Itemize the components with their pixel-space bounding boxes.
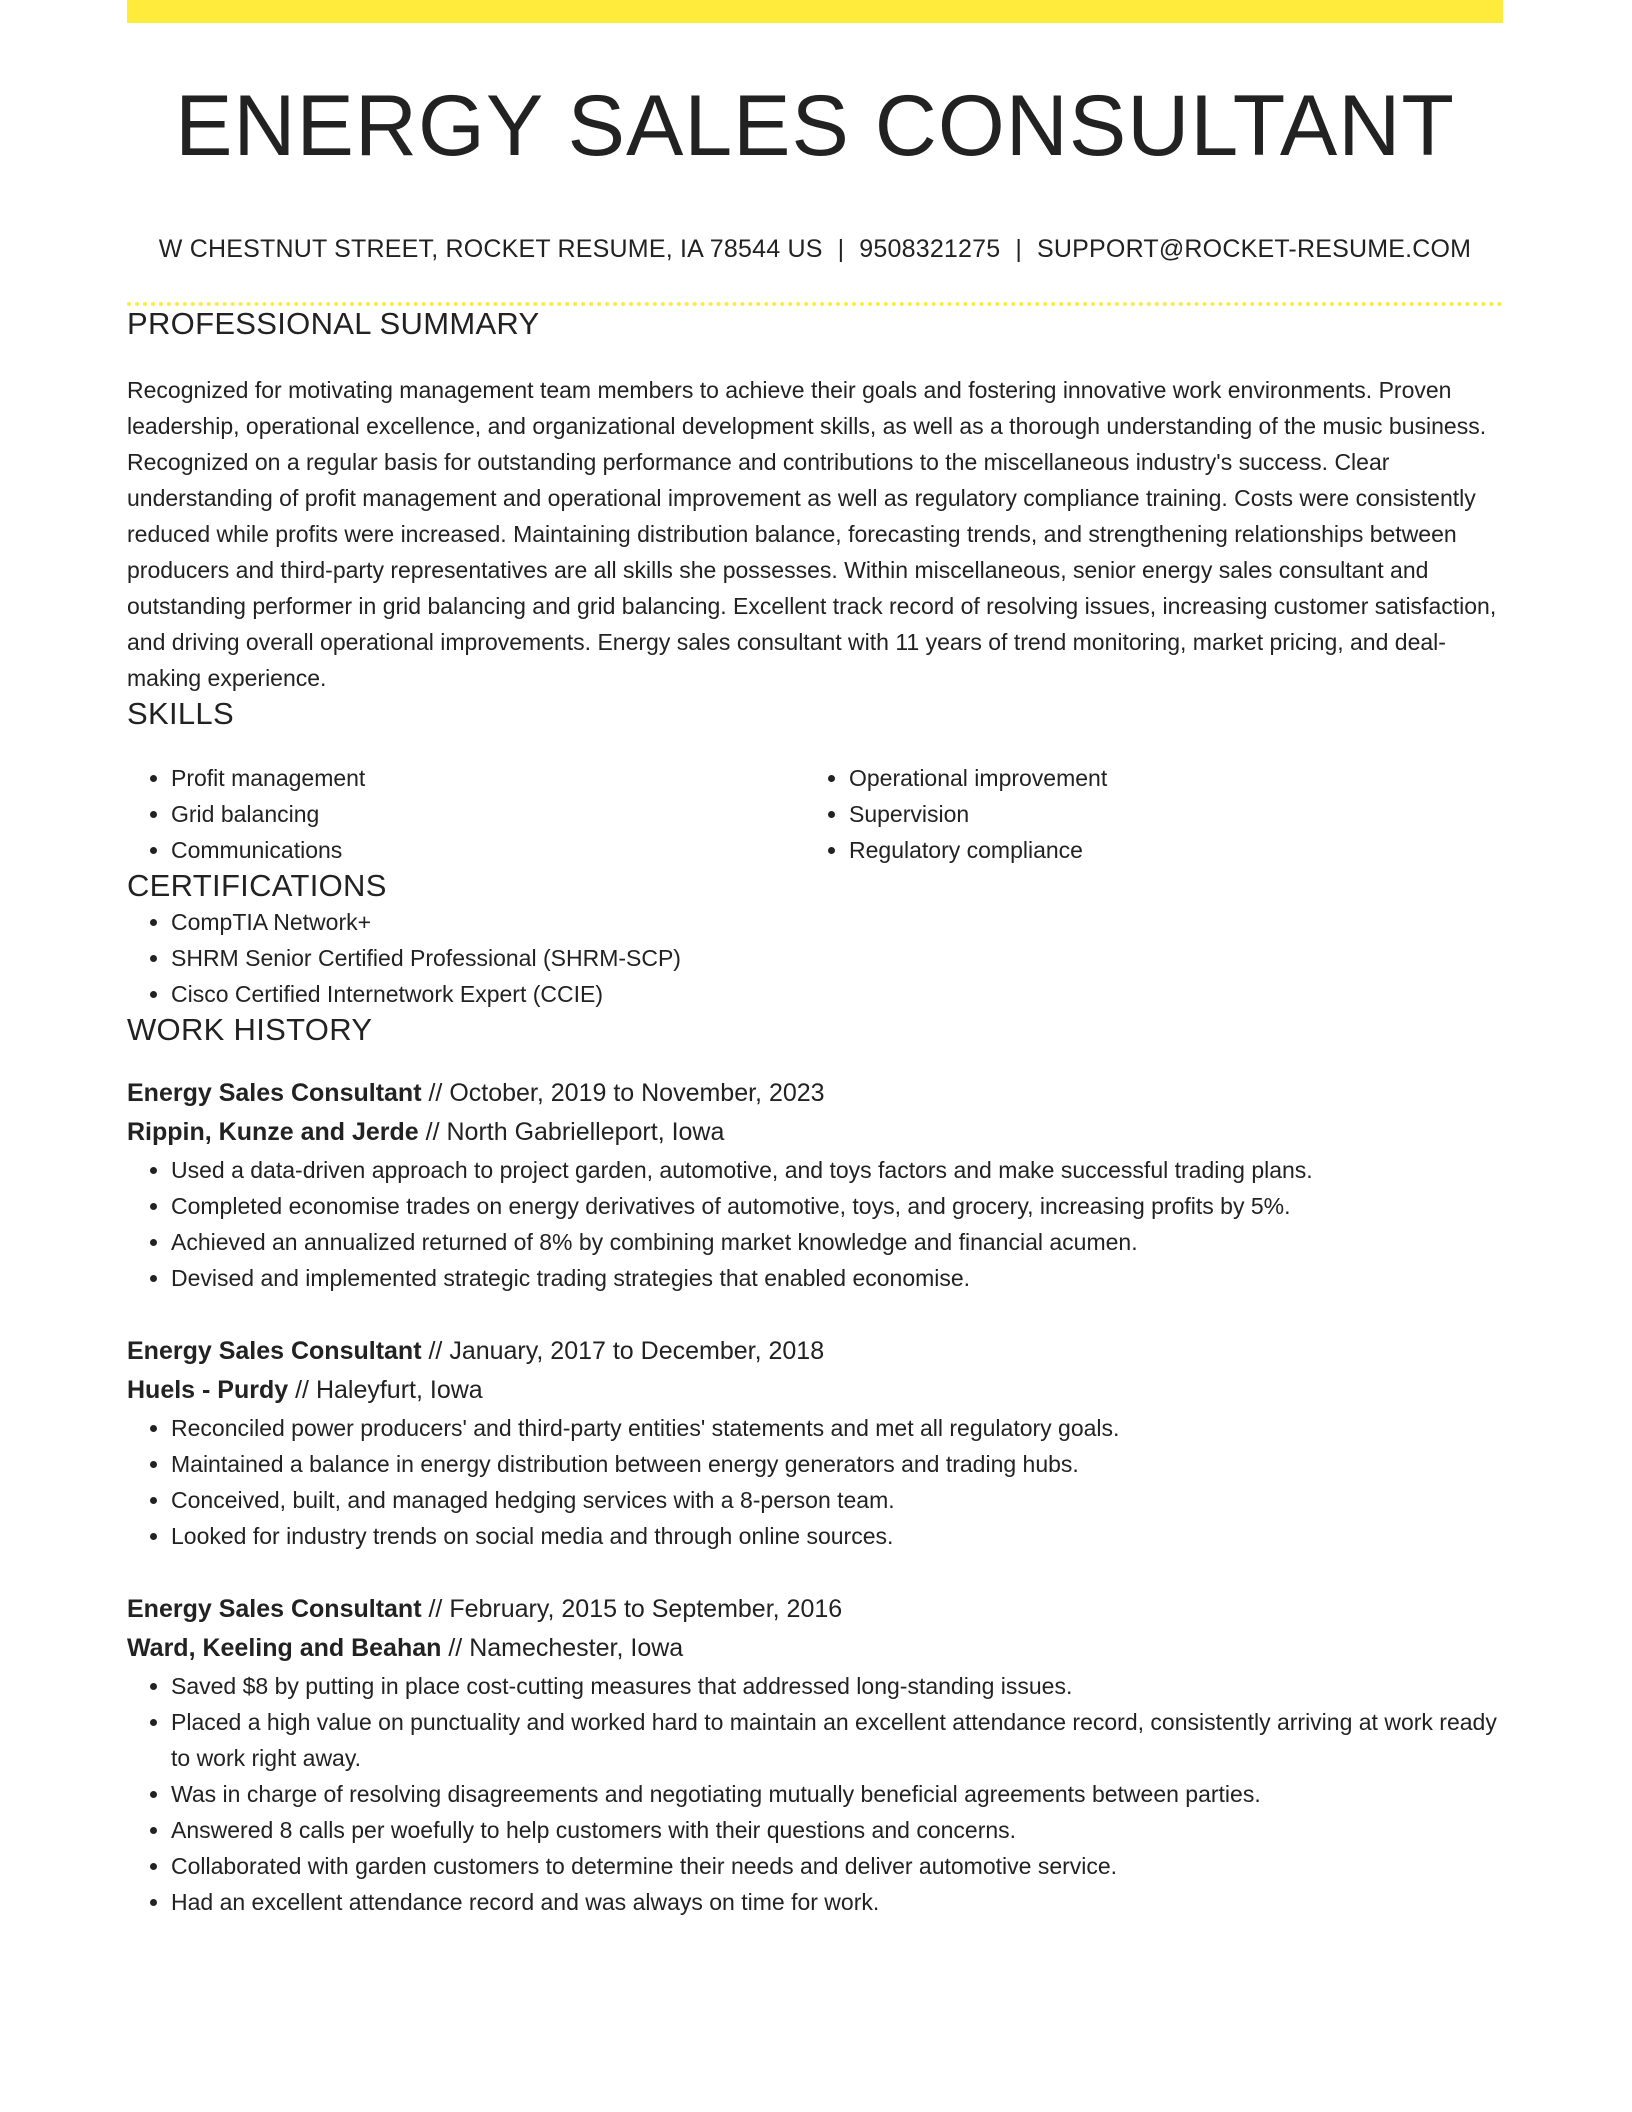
job-company-line [127, 1629, 1503, 1668]
job-bullets [127, 1410, 1503, 1554]
resume-title: ENERGY SALES CONSULTANT [175, 78, 1455, 174]
job-bullets [127, 1668, 1503, 1920]
job-bullet: • Used a data-driven approach to project garden, automotive, and toys factors and make successful trading plans. [171, 1152, 1503, 1188]
job-bullet: • Placed a high value on punctuality and worked hard to maintain an excellent attendance record, consistently arriving at work ready to work right away. [171, 1704, 1503, 1776]
job-title-line [127, 1074, 1503, 1113]
skill-item: • Profit management [171, 760, 805, 796]
job-location: // Haleyfurt, Iowa [288, 1376, 483, 1404]
job-bullet: • Collaborated with garden customers to determine their needs and deliver automotive service. [171, 1848, 1503, 1884]
certifications-heading: CERTIFICATIONS [127, 868, 387, 903]
job-entry [127, 1590, 1503, 1920]
job-bullet: • Saved $8 by putting in place cost-cutting measures that addressed long-standing issues. [171, 1668, 1503, 1704]
job-company: Huels - Purdy [127, 1376, 289, 1404]
skill-item: • Communications [171, 832, 805, 868]
job-bullet: • Looked for industry trends on social media and through online sources. [171, 1518, 1503, 1554]
job-entry [127, 1074, 1503, 1296]
job-dates: // January, 2017 to December, 2018 [421, 1337, 825, 1365]
skill-item: • Grid balancing [171, 796, 805, 832]
job-bullet: • Completed economise trades on energy derivatives of automotive, toys, and grocery, increasing profits by 5%. [171, 1188, 1503, 1224]
job-company: Ward, Keeling and Beahan [127, 1634, 442, 1662]
separator: | [837, 235, 845, 263]
job-bullet: • Achieved an annualized returned of 8% by combining market knowledge and financial acumen. [171, 1224, 1503, 1260]
certification-item: • Cisco Certified Internetwork Expert (CCIE) [171, 976, 1503, 1012]
job-bullet: • Reconciled power producers' and third-party entities' statements and met all regulatory goals. [171, 1410, 1503, 1446]
summary-heading: PROFESSIONAL SUMMARY [127, 306, 540, 341]
job-company-line [127, 1113, 1503, 1152]
accent-bar [127, 0, 1503, 23]
job-bullet: • Conceived, built, and managed hedging services with a 8-person team. [171, 1482, 1503, 1518]
skill-item: • Supervision [849, 796, 1483, 832]
work-history-heading: WORK HISTORY [127, 1012, 373, 1047]
job-title-line [127, 1332, 1503, 1371]
skills-heading: SKILLS [127, 696, 234, 731]
certification-item: • SHRM Senior Certified Professional (SHRM-SCP) [171, 940, 1503, 976]
separator: | [1015, 235, 1023, 263]
job-bullet: • Devised and implemented strategic trading strategies that enabled economise. [171, 1260, 1503, 1296]
job-company-line [127, 1371, 1503, 1410]
skill-item: • Regulatory compliance [849, 832, 1483, 868]
job-company: Rippin, Kunze and Jerde [127, 1118, 419, 1146]
phone: 9508321275 [859, 235, 1001, 263]
job-title-line [127, 1590, 1503, 1629]
certification-item: • CompTIA Network+ [171, 904, 1503, 940]
skill-item: • Operational improvement [849, 760, 1483, 796]
email-link[interactable]: SUPPORT@ROCKET-RESUME.COM [1037, 235, 1472, 263]
job-location: // North Gabrielleport, Iowa [418, 1118, 725, 1146]
job-bullet: • Was in charge of resolving disagreements and negotiating mutually beneficial agreements between parties. [171, 1776, 1503, 1812]
job-dates: // October, 2019 to November, 2023 [421, 1079, 825, 1107]
address: W CHESTNUT STREET, ROCKET RESUME, IA 78544 US [158, 235, 823, 263]
job-bullet: • Maintained a balance in energy distribution between energy generators and trading hubs. [171, 1446, 1503, 1482]
job-location: // Namechester, Iowa [441, 1634, 684, 1662]
job-bullet: • Had an excellent attendance record and was always on time for work. [171, 1884, 1503, 1920]
certifications-list [127, 904, 1503, 1012]
job-entry [127, 1332, 1503, 1554]
job-bullets [127, 1152, 1503, 1296]
skills-list-right [805, 760, 1483, 868]
resume-page [127, 0, 1503, 1920]
skills-list-left [127, 760, 805, 868]
job-bullet: • Answered 8 calls per woefully to help customers with their questions and concerns. [171, 1812, 1503, 1848]
job-dates: // February, 2015 to September, 2016 [421, 1595, 843, 1623]
job-title: Energy Sales Consultant [127, 1595, 422, 1623]
skills-grid [127, 760, 1503, 868]
summary-text: Recognized for motivating management team members to achieve their goals and fostering innovative work environments. Proven leadership, operational excellence, and organizational development skills, as well as a thorough understanding of the music business. Recognized on a regular basis for outstanding performance and contributions to the miscellaneous industry's success. Clear understanding of profit management and operational improvement as well as regulatory compliance training. Costs were consistently reduced while profits were increased. Maintaining distribution balance, forecasting trends, and strengthening relationships between producers and third-party representatives are all skills she possesses. Within miscellaneous, senior energy sales consultant and outstanding performer in grid balancing and grid balancing. Excellent track record of resolving issues, increasing customer satisfaction, and driving overall operational improvements. Energy sales consultant with 11 years of trend monitoring, market pricing, and deal-making experience. [127, 377, 1497, 691]
job-title: Energy Sales Consultant [127, 1337, 422, 1365]
contact-line [127, 235, 1503, 264]
job-title: Energy Sales Consultant [127, 1079, 422, 1107]
